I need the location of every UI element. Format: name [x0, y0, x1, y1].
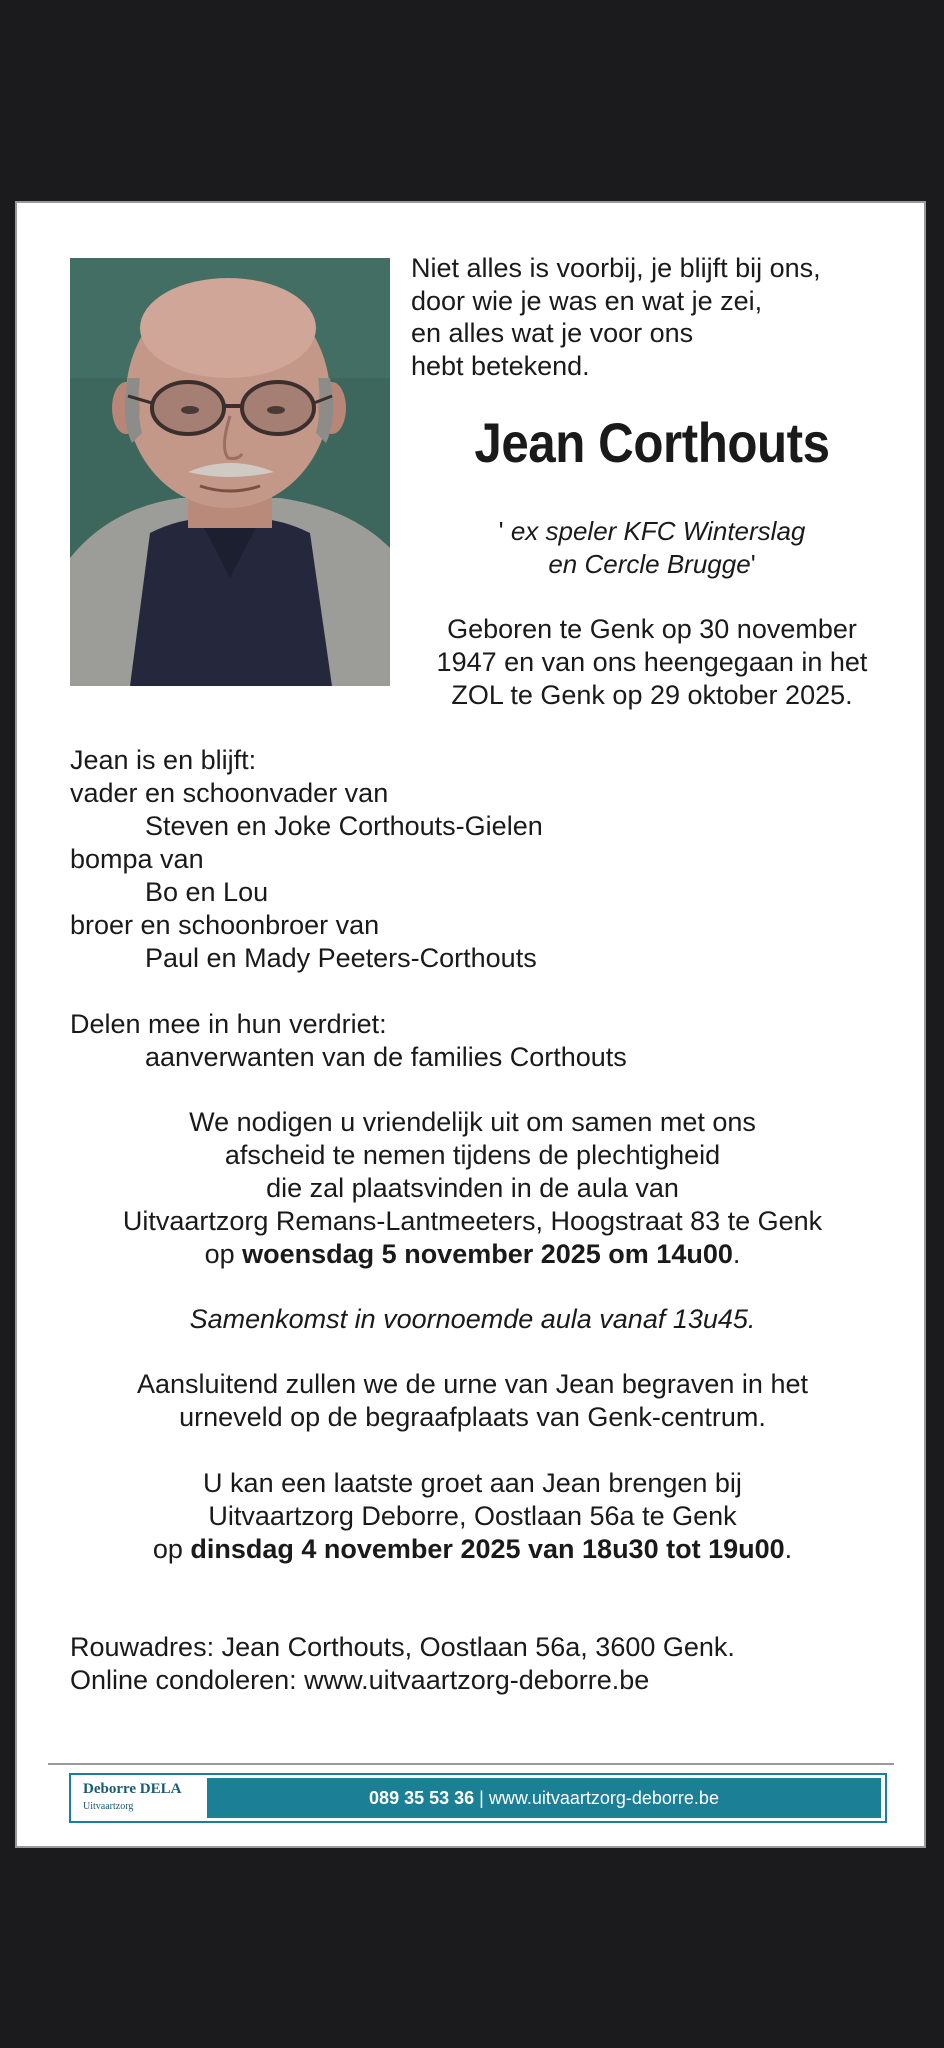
greeting-date — [47, 1533, 898, 1566]
greeting-line: Uitvaartzorg Deborre, Oostlaan 56a te Genk — [208, 1501, 737, 1531]
gathering-note: Samenkomst in voornoemde aula vanaf 13u45. — [189, 1304, 756, 1334]
ceremony-date — [47, 1238, 898, 1271]
greeting-line: U kan een laatste groet aan Jean brengen bij — [203, 1468, 742, 1498]
farewell-visit — [47, 1467, 898, 1566]
divider — [48, 1763, 894, 1765]
family-names: Paul en Mady Peeters-Corthouts — [145, 943, 537, 973]
website-link[interactable]: www.uitvaartzorg-deborre.be — [488, 1788, 719, 1808]
logo-subtitle: Uitvaartzorg — [83, 1801, 134, 1812]
quote-mark-close: ' — [750, 549, 756, 579]
sharing-names: aanverwanten van de families Corthouts — [145, 1042, 627, 1072]
date-suffix: . — [732, 1239, 741, 1269]
poem — [411, 252, 891, 382]
family-role: broer en schoonbroer van — [70, 910, 380, 940]
poem-line: door wie je was en wat je zei, — [411, 285, 763, 316]
date-prefix: op — [152, 1534, 191, 1564]
funeral-home-footer — [69, 1773, 887, 1823]
separator: | — [474, 1788, 489, 1808]
date-prefix: op — [204, 1239, 243, 1269]
birth-death-line: ZOL te Genk op 29 oktober 2025. — [451, 680, 853, 710]
subtitle-line-1: ex speler KFC Winterslag — [510, 516, 806, 546]
burial-line: urneveld op de begraafplaats van Genk-centrum. — [179, 1402, 766, 1432]
obituary-card — [15, 201, 926, 1848]
invitation-line: afscheid te nemen tijdens de plechtigheid — [224, 1140, 721, 1170]
online-condolences: Online condoleren: www.uitvaartzorg-deborre.be — [70, 1665, 650, 1695]
family-intro: Jean is en blijft: — [70, 745, 257, 775]
family-names: Bo en Lou — [145, 877, 269, 907]
subtitle-line-2: en Cercle Brugge — [548, 549, 751, 579]
mourning-address: Rouwadres: Jean Corthouts, Oostlaan 56a, 3600 Genk. — [70, 1632, 735, 1662]
ceremony-invitation — [47, 1106, 898, 1271]
phone-number[interactable]: 089 35 53 36 — [369, 1788, 475, 1808]
family-role: bompa van — [70, 844, 204, 874]
family-role: vader en schoonvader van — [70, 778, 389, 808]
funeral-home-logo — [83, 1781, 203, 1812]
subtitle-quote — [397, 515, 907, 581]
sharing-intro: Delen mee in hun verdriet: — [70, 1009, 387, 1039]
family-list — [70, 744, 890, 1074]
invitation-line: die zal plaatsvinden in de aula van — [266, 1173, 679, 1203]
contact-bar — [207, 1778, 881, 1818]
birth-death-line: 1947 en van ons heengegaan in het — [436, 647, 868, 677]
deceased-name: Jean Corthouts — [474, 411, 830, 474]
date-suffix: . — [784, 1534, 793, 1564]
invitation-line: Uitvaartzorg Remans-Lantmeeters, Hoogstraat 83 te Genk — [122, 1206, 823, 1236]
birth-death-line: Geboren te Genk op 30 november — [447, 614, 857, 644]
invitation-line: We nodigen u vriendelijk uit om samen met ons — [189, 1107, 756, 1137]
family-names: Steven en Joke Corthouts-Gielen — [145, 811, 543, 841]
poem-line: en alles wat je voor ons — [411, 318, 694, 348]
greeting-date-bold: dinsdag 4 november 2025 van 18u30 tot 19u00 — [190, 1534, 785, 1564]
contact-info — [70, 1631, 890, 1697]
poem-line: hebt betekend. — [411, 350, 590, 381]
ceremony-date-bold: woensdag 5 november 2025 om 14u00 — [242, 1239, 733, 1269]
burial-line: Aansluitend zullen we de urne van Jean begraven in het — [137, 1369, 808, 1399]
spacer — [70, 975, 890, 1008]
quote-mark-open: ' — [498, 516, 511, 546]
poem-line: Niet alles is voorbij, je blijft bij ons, — [411, 253, 821, 283]
logo-name: Deborre DELA — [83, 1781, 182, 1797]
burial-info — [47, 1368, 898, 1434]
birth-death-info — [395, 613, 909, 712]
portrait-photo — [70, 258, 390, 686]
